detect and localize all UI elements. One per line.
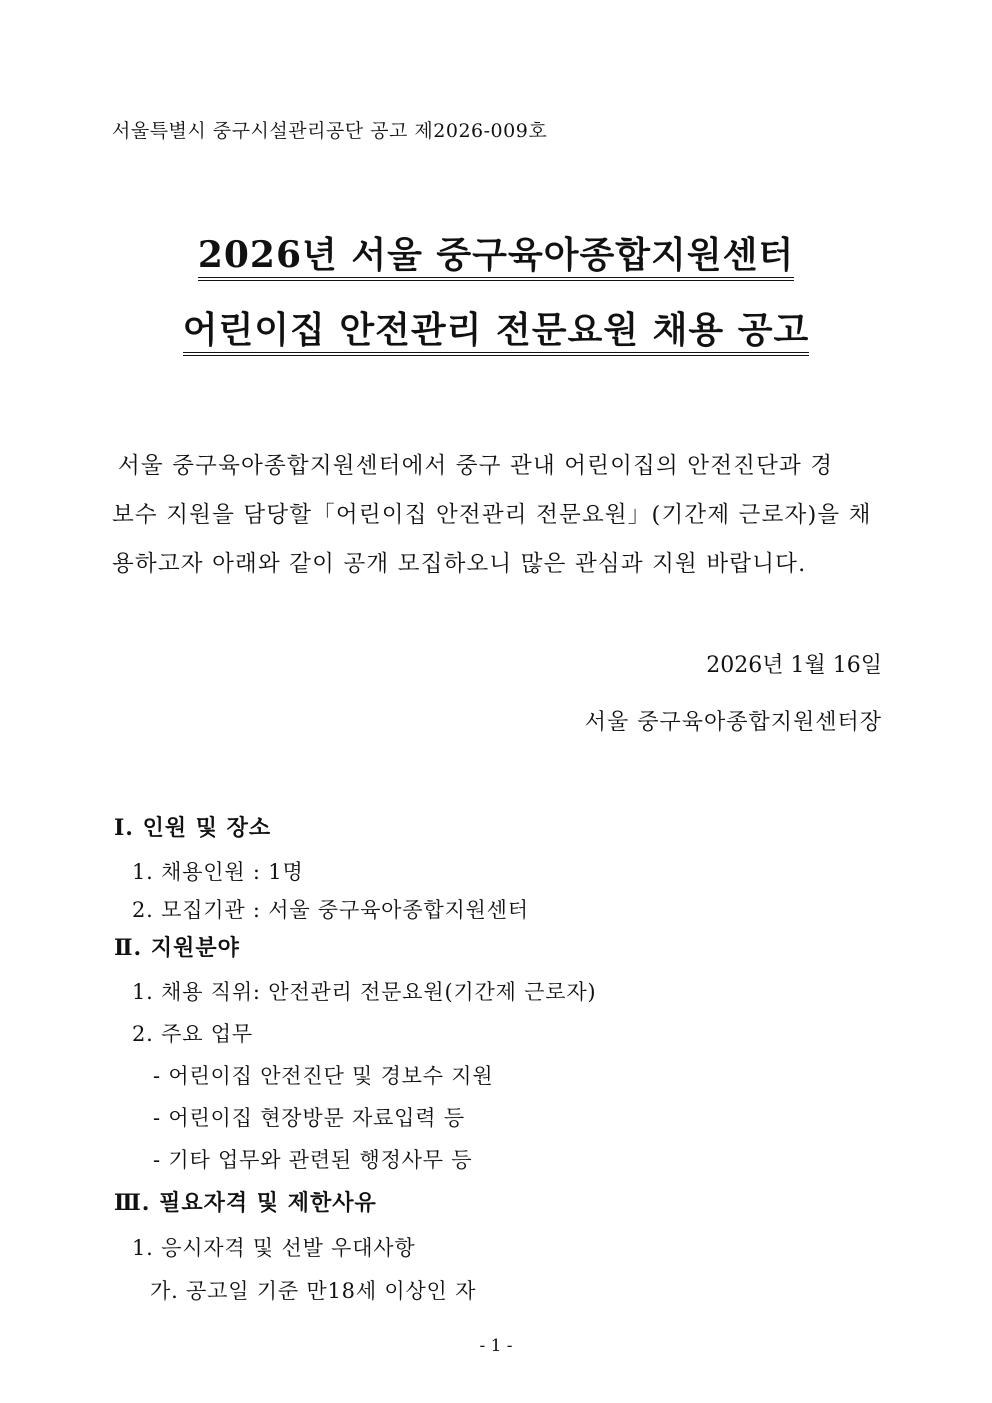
intro-line-3: 용하고자 아래와 같이 공개 모집하오니 많은 관심과 지원 바랍니다. xyxy=(112,551,807,577)
section-heading-3: Ⅲ. 필요자격 및 제한사유 xyxy=(114,1190,377,1216)
page-number: - 1 - xyxy=(479,1336,513,1356)
section-1-item-2: 2. 모집기관 : 서울 중구육아종합지원센터 xyxy=(132,898,529,922)
section-2-duty-1: - 어린이집 안전진단 및 경보수 지원 xyxy=(153,1064,494,1088)
title-line-1-text: 2026년 서울 중구육아종합지원센터 xyxy=(198,234,794,281)
intro-line-1: 서울 중구육아종합지원센터에서 중구 관내 어린이집의 안전진단과 경 xyxy=(118,453,834,479)
section-3-item-1: 1. 응시자격 및 선발 우대사항 xyxy=(132,1236,416,1260)
section-2-item-2: 2. 주요 업무 xyxy=(132,1022,253,1046)
section-heading-2: Ⅱ. 지원분야 xyxy=(114,935,240,961)
section-2-duty-3: - 기타 업무와 관련된 행정사무 등 xyxy=(153,1148,473,1172)
section-2-duty-2: - 어린이집 현장방문 자료입력 등 xyxy=(153,1106,465,1130)
section-2-item-1: 1. 채용 직위: 안전관리 전문요원(기간제 근로자) xyxy=(132,980,597,1004)
notice-number: 서울특별시 중구시설관리공단 공고 제2026-009호 xyxy=(112,120,548,142)
notice-date: 2026년 1월 16일 xyxy=(706,653,882,678)
title-line-2-text: 어린이집 안전관리 전문요원 채용 공고 xyxy=(183,309,810,356)
title-line-2 xyxy=(0,302,992,353)
title-line-1 xyxy=(0,227,992,278)
intro-line-2: 보수 지원을 담당할「어린이집 안전관리 전문요원」(기간제 근로자)을 채 xyxy=(112,502,872,528)
issuer-name: 서울 중구육아종합지원센터장 xyxy=(584,710,882,735)
section-heading-1: Ⅰ. 인원 및 장소 xyxy=(114,815,272,841)
section-1-item-1: 1. 채용인원 : 1명 xyxy=(132,860,304,884)
section-3-item-2: 가. 공고일 기준 만18세 이상인 자 xyxy=(150,1279,477,1303)
